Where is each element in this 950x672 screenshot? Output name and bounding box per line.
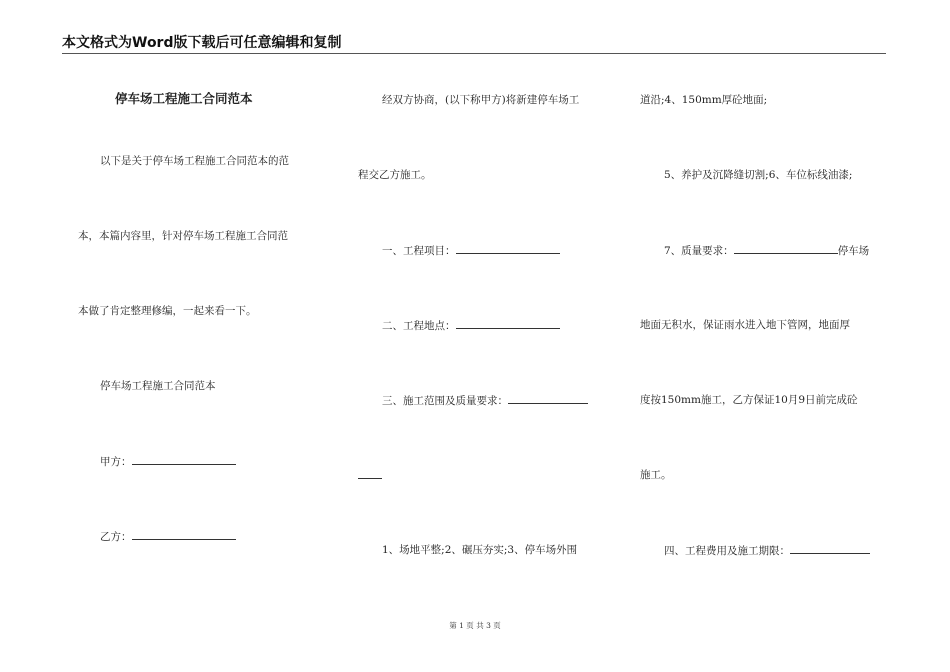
cost-label: 四、工程费用及施工期限： [664,545,790,557]
party-a-blank [132,453,236,465]
right-line-3: 地面无积水，保证雨水进入地下管网，地面厚 [640,319,850,331]
location-row [382,317,560,334]
right-line-1: 道沿;4、150mm厚砼地面; [640,94,768,106]
cost-blank [790,542,870,554]
scope-blank-continuation [358,467,382,479]
project-blank [456,242,560,254]
party-b-row [100,528,236,545]
contract-title: 停车场工程施工合同范本 [115,91,253,106]
quality-blank [734,242,838,254]
intro-line-1: 以下是关于停车场工程施工合同范本的范 [100,155,289,167]
location-label: 二、工程地点： [382,320,456,332]
agreement-line-2: 程交乙方施工。 [358,169,432,181]
intro-line-3: 本做了肯定整理修编，一起来看一下。 [78,305,257,317]
party-a-label: 甲方： [100,456,132,468]
intro-line-2: 本，本篇内容里，针对停车场工程施工合同范 [78,230,288,242]
quality-label: 7、质量要求： [664,245,734,257]
scope-label: 三、施工范围及质量要求： [382,395,508,407]
location-blank [456,317,560,329]
right-line-2: 5、养护及沉降缝切割;6、车位标线油漆; [664,169,853,181]
project-label: 一、工程项目： [382,245,456,257]
party-b-blank [132,528,236,540]
project-row [382,242,560,259]
header-divider [62,53,886,54]
scope-items-line: 1、场地平整;2、碾压夯实;3、停车场外围 [382,544,578,556]
scope-blank-continuation-row [358,467,382,484]
contract-subtitle: 停车场工程施工合同范本 [100,380,216,392]
quality-suffix: 停车场 [837,245,870,257]
page-number: 第 1 页 共 3 页 [449,621,501,630]
scope-row [382,392,588,409]
scope-blank [508,392,588,404]
right-line-5: 施工。 [640,469,672,481]
document-header: 本文格式为Word版下载后可任意编辑和复制 [62,35,342,51]
agreement-line-1: 经双方协商，(以下称甲方)将新建停车场工 [382,94,580,106]
right-line-4: 度按150mm施工，乙方保证10月9日前完成砼 [640,394,858,406]
quality-row [664,242,869,259]
party-a-row [100,453,236,470]
party-b-label: 乙方： [100,531,132,543]
cost-row [664,542,870,559]
